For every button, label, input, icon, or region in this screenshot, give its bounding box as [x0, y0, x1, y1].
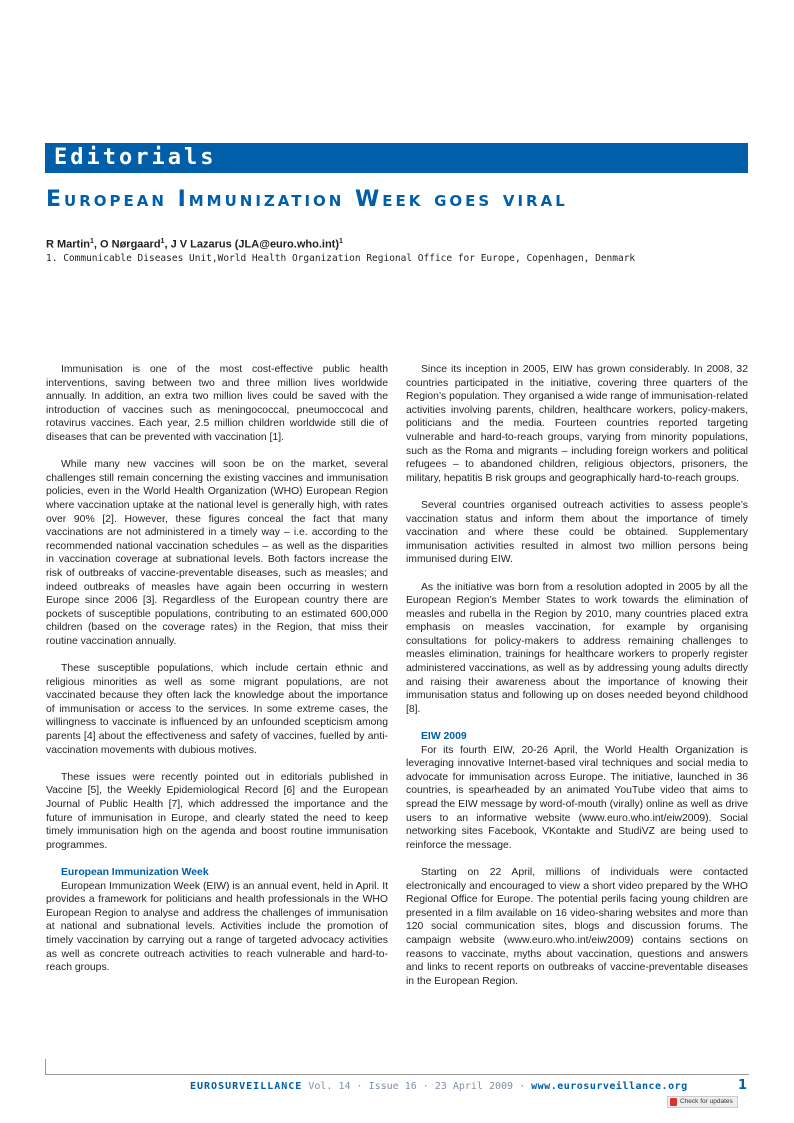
paragraph: Since its inception in 2005, EIW has grown considerably. In 2008, 32 countries participated in the initiative, covering three quarters of the Region’s population. They organised a wide range of immunisation-related activities involving parents, children, healthcare workers, policy-makers, politicians and the media. Fourteen countries reported targeting vulnerable and hard-to-reach groups, varying from minority populations, such as the Roma and migrants – including foreign workers and political refugees – to abandoned children, religious objectors, prisoners, the military, hepatitis B risk groups and geographically hard-to-reach groups. [406, 364, 748, 484]
paragraph: These issues were recently pointed out in editorials published in Vaccine [5], the Weekly Epidemiological Record [6] and the European Journal of Public Health [7], which addressed the importance and the future of immunisation in Europe, and clearly stated the need to keep timely immunisation high on the agenda and boost routine immunisation programmes. [46, 771, 388, 851]
journal-url-link[interactable]: www.eurosurveillance.org [531, 1081, 688, 1092]
paragraph: Several countries organised outreach activities to assess people’s vaccination status and inform them about the importance of timely vaccination and where these could be obtained. Supplementary immunisation activities resulted in almost two million persons being immunised during EIW. [406, 499, 748, 566]
affiliation: 1. Communicable Diseases Unit,World Health Organization Regional Office for Europe, Copenhagen, Denmark [46, 253, 636, 264]
issue-info: Vol. 14 · Issue 16 · 23 April 2009 · [308, 1081, 526, 1092]
paragraph: Starting on 22 April, millions of individuals were contacted electronically and encouraged to view a short video prepared by the WHO Regional Office for Europe. The potential perils facing young children are presented in a film available on 16 video-sharing websites and more than 120 social communication sites, blogs and discussion forums. The campaign website (www.euro.who.int/eiw2009) contains sections on reasons to vaccinate, myths about vaccination, questions and answers and links to recent reports on outbreaks of vaccine-preventable diseases in the European Region. [406, 866, 748, 987]
paragraph: While many new vaccines will soon be on the market, several challenges still remain concerning the existing vaccines and immunisation policies, even in the World Health Organization (WHO) European Region where vaccination uptake at the national level is generally high, with rates over 90% [2]. However, these figures conceal the fact that many vaccinations are not administered in a timely way – i.e. according to the recommended national vaccination schedules – as well as the disparities in vaccination coverage at subnational levels. Both factors increase the risk of outbreaks of vaccine-preventable diseases, such as measles; and indeed outbreaks of measles have again been occurring in western Europe since 2006 [3]. Regardless of the European country there are pockets of susceptible populations, contributing to an estimated 600,000 children (based on the coverage rates) in the Region, that miss their routine vaccination annually. [46, 459, 388, 647]
right-column [406, 363, 748, 1002]
author-3: J V Lazarus (JLA@euro.who.int) [170, 238, 339, 251]
paragraph: For its fourth EIW, 20-26 April, the World Health Organization is leveraging innovative Internet-based viral techniques and social media to advocate for immunisation across Europe. The initiative, launched in 36 countries, is spearheaded by an animated YouTube video that aims to spread the EIW message by word-of-mouth (virally) online as well as drive users to an informative website (www.euro.who.int/eiw2009). Social networking sites Facebook, VKontakte and StudiVZ are being used to reinforce the message. [406, 744, 748, 851]
left-column [46, 363, 388, 988]
section-label: Editorials [54, 145, 217, 170]
author-1: R Martin [46, 238, 90, 251]
paragraph: European Immunization Week (EIW) is an annual event, held in April. It provides a framework for politicians and health professionals in the WHO European Region to analyse and address the challenges of immunisation at national and subnational levels. Activities include the promotion of timely vaccination by carrying out a range of targeted advocacy activities as well as concrete outreach activities to reach vulnerable and hard-to-reach groups. [46, 880, 388, 974]
page-number: 1 [738, 1078, 748, 1093]
footer-tick [45, 1059, 46, 1074]
subheading-eiw: European Immunization Week [61, 866, 209, 878]
journal-name: EUROSURVEILLANCE [190, 1081, 303, 1092]
section-header-bar [45, 143, 748, 173]
author-2: O Nørgaard [100, 238, 161, 251]
paragraph: Immunisation is one of the most cost-effective public health interventions, saving between two and three million lives worldwide annually. In addition, an extra two million lives could be saved with the introduction of vaccines such as meningococcal, pneumoccocal and rotavirus vaccines. Each year, 2.5 million children worldwide still die of diseases that can be prevented with vaccination [1]. [46, 364, 388, 443]
crossmark-icon [670, 1098, 677, 1106]
footer-divider [45, 1074, 749, 1075]
check-for-updates-button[interactable] [667, 1096, 738, 1108]
paragraph: As the initiative was born from a resolution adopted in 2005 by all the European Region’s Member States to work towards the elimination of measles and rubella in the Region by 2010, many countries placed extra emphasis on measles vaccination, for example by organising consultations for policy-makers to address remaining challenges to measles elimination, trainings for healthcare workers to properly register administered vaccinations, as well as by addressing young adults directly and raising their awareness about the importance of knowing their immunisation status and following up on doses needed beyond childhood [8]. [406, 581, 748, 715]
author-line: R Martin$^1$, O Nørgaard$^1$, J V Lazarus (JLA@euro.who.int)$^1$ [46, 238, 343, 251]
check-for-updates-label: Check for updates [680, 1098, 733, 1105]
subheading-eiw-2009: EIW 2009 [421, 731, 467, 743]
article-title: European Immunization Week goes viral [46, 187, 568, 212]
footer [190, 1081, 688, 1092]
paragraph: These susceptible populations, which include certain ethnic and religious minorities as well as some migrant populations, are not vaccinated because they often lack the knowledge about the importance of immunisation or access to the services. In some extreme cases, the willingness to vaccinate is influenced by an unfounded scepticism among parents [4] about the effectiveness and safety of vaccines, fuelled by anti-vaccination movements with dubious motives. [46, 663, 388, 756]
